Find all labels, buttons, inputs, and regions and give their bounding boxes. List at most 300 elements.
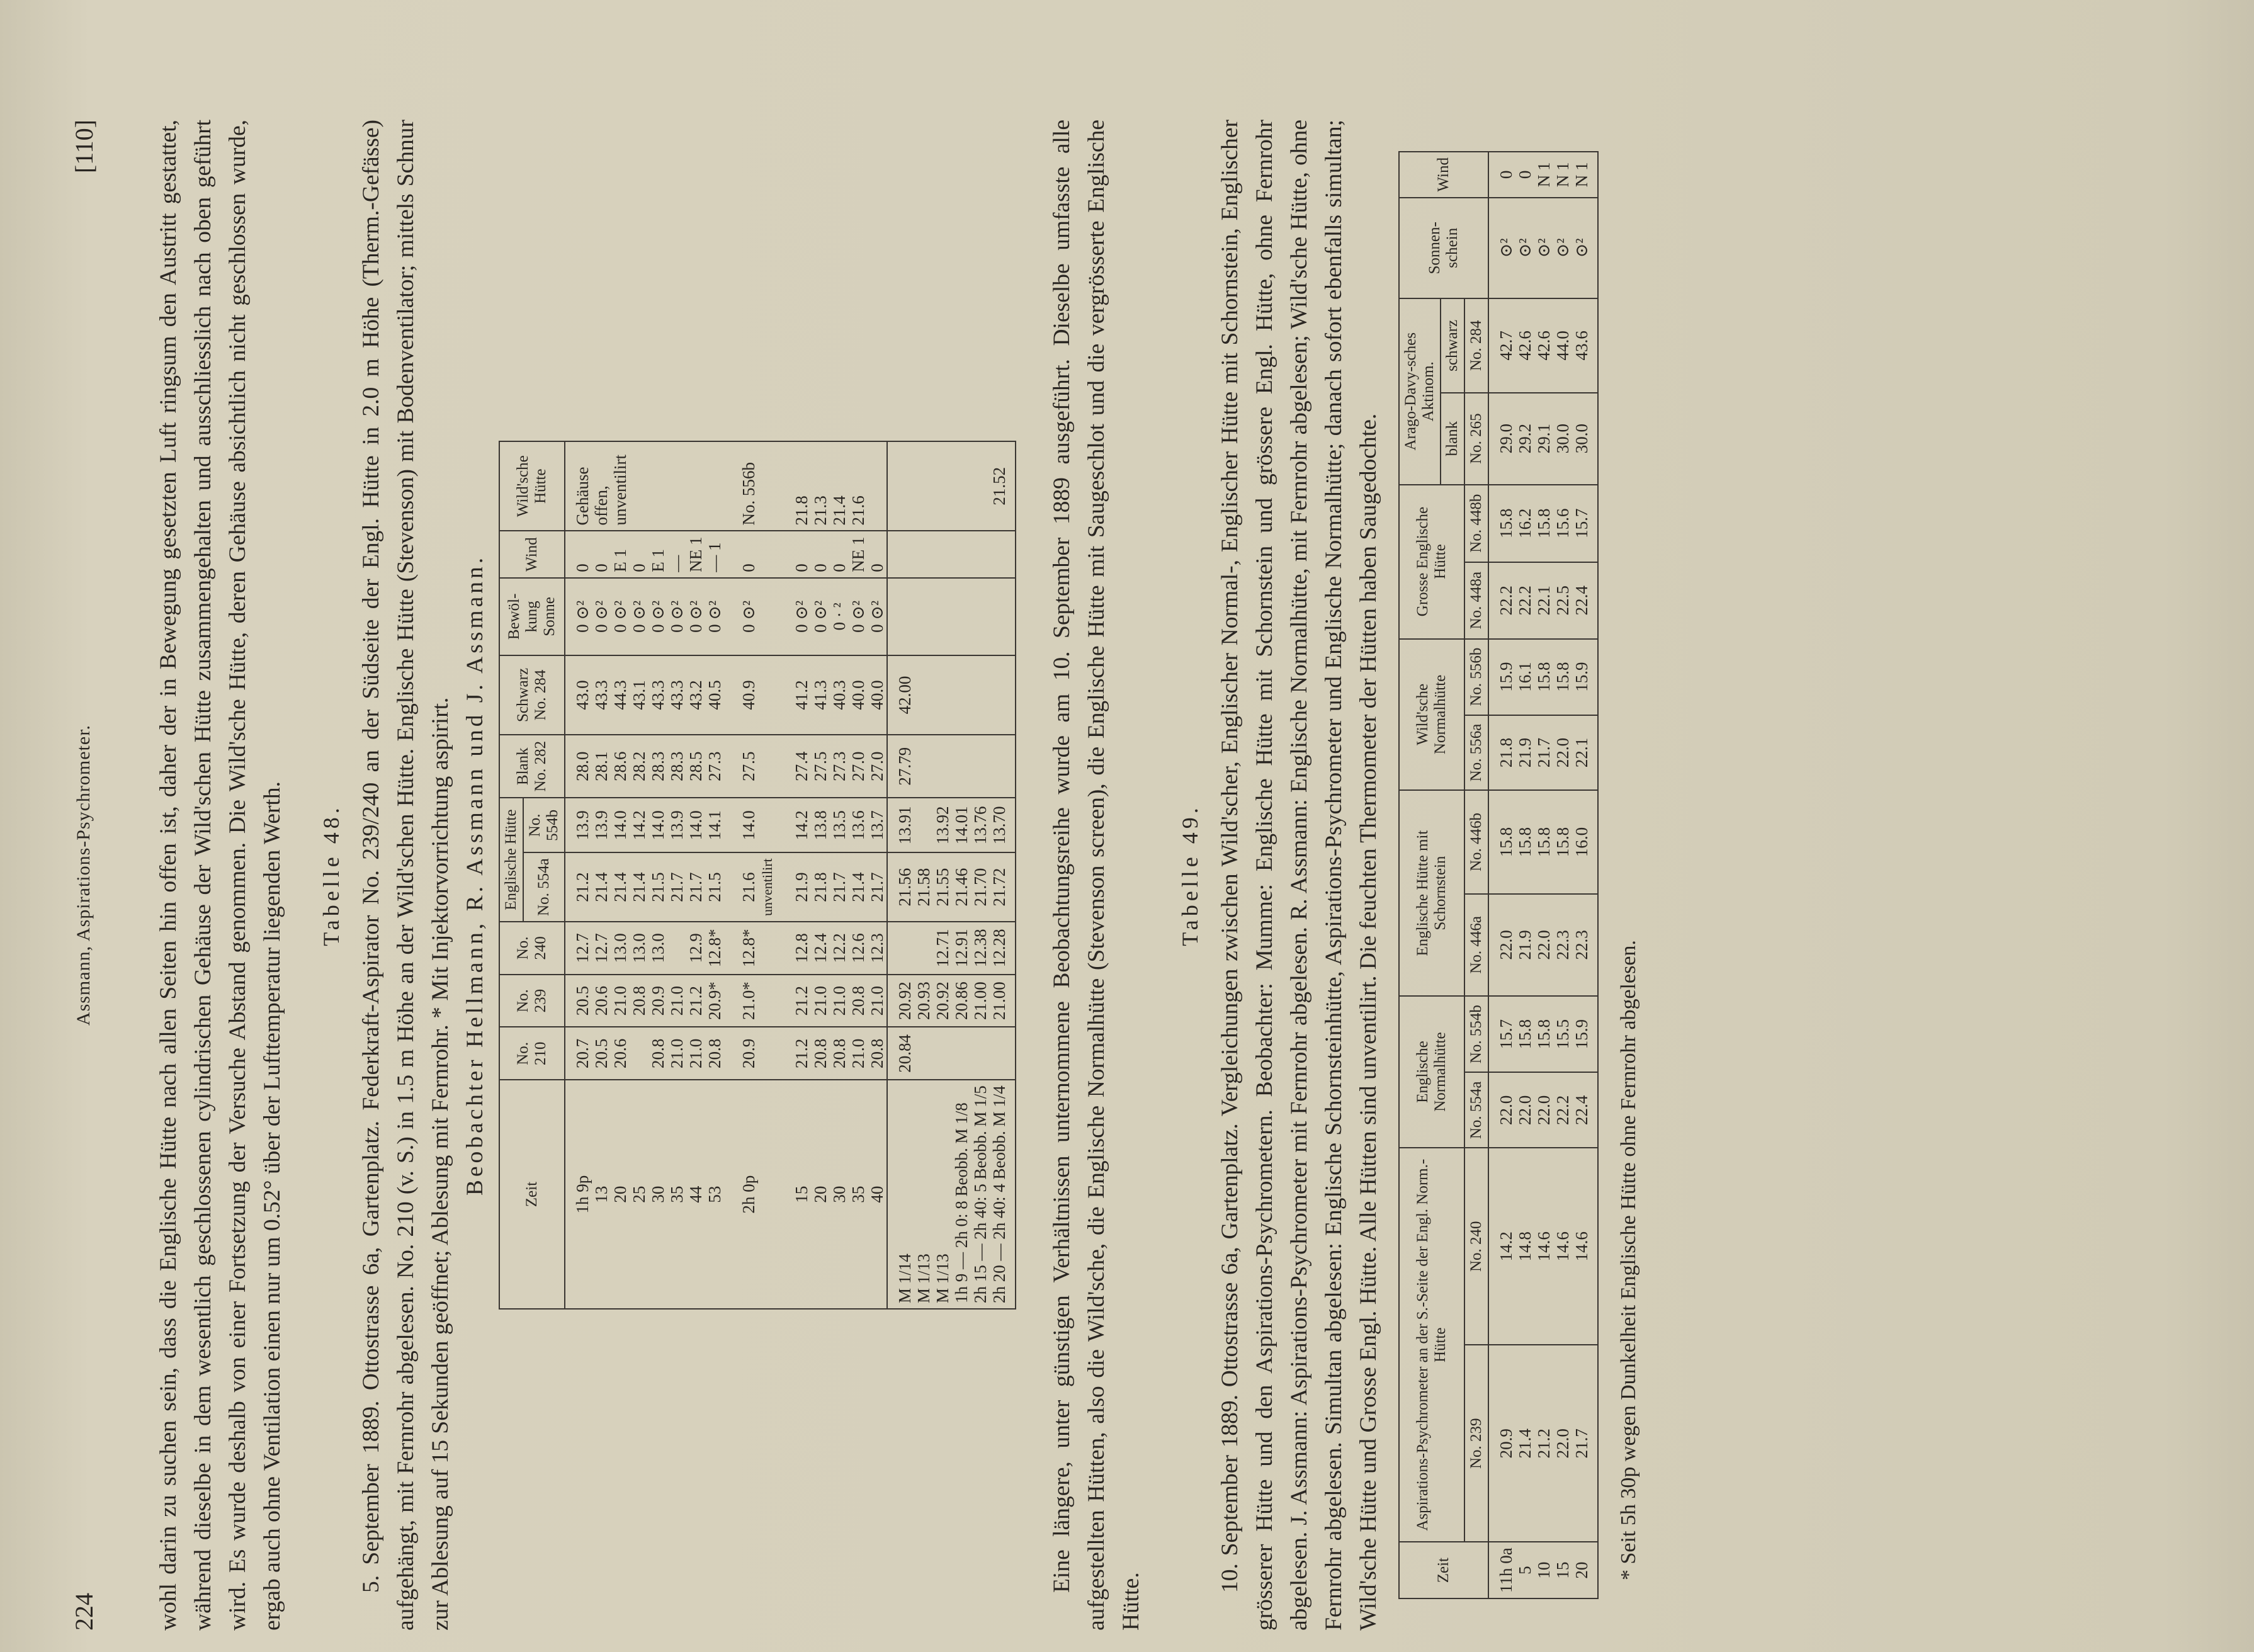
cell-zeit: 30 [648,1080,667,1309]
cell-value: 15.7 [1572,485,1598,562]
cell-value: 21.8 [1488,715,1515,791]
cell-zeit: 11h 0a [1488,1542,1515,1598]
cell-n554b: 13.9 [592,798,611,852]
cell-n554b: 14.0 [648,798,667,852]
cell-value: 15.8 [1553,790,1572,893]
cell-n554a: 21.58 [914,852,933,922]
instrument-number: No. 239 [1464,1345,1488,1542]
cell-n554b: 14.2 [777,798,811,852]
table-row [686,441,705,1309]
table-row [1553,152,1572,1598]
cell-empty [933,531,952,577]
table-row [1488,152,1515,1598]
cell-schwarz: 40.0 [868,655,887,735]
cell-zeit: 40 [868,1080,887,1309]
cell-n554b: 14.0 [686,798,705,852]
instrument-number: No. 265 [1464,393,1488,485]
cell-n240: 12.91 [952,922,971,975]
cell-n554a: 21.5 [705,852,724,922]
t49-col-englnorm: Englische Normalhütte [1399,996,1464,1148]
table49 [1398,151,1599,1599]
cell-n210: 20.7 [565,1027,592,1080]
cell-n554a: 21.7 [667,852,686,922]
cell-n239: 21.0* [724,975,758,1027]
cell-blank: 27.3 [830,735,849,798]
cell-bew: 0 ⊙² [811,578,830,655]
cell-blank: 28.3 [648,735,667,798]
cell-wild [971,441,990,531]
cell-n554a: 21.6 [724,852,758,922]
cell-n210: 20.84 [887,1027,914,1080]
cell-n554b [758,798,777,852]
cell-wild [887,441,914,531]
table-row [705,441,724,1309]
cell-n210 [971,1027,990,1080]
cell-n210 [933,1027,952,1080]
cell-wind: E 1 [648,531,667,577]
cell-n554a: 21.72 [990,852,1016,922]
cell-n554a: 21.9 [777,852,811,922]
cell-schwarz: 40.3 [830,655,849,735]
running-title: Assmann, Aspirations-Psychrometer. [73,724,94,1026]
cell-label: 2h 20 — 2h 40: 4 Beobb. M 1/4 [990,1080,1016,1309]
cell-empty [887,578,914,655]
table-row [630,441,648,1309]
cell-wild [952,441,971,531]
cell-value: 20.9 [1488,1345,1515,1542]
instrument-number: No. 448a [1464,562,1488,639]
cell-n554b: 14.0 [611,798,630,852]
cell-value: 22.2 [1553,1072,1572,1148]
cell-n239: 21.0 [830,975,849,1027]
cell-schwarz: 41.3 [811,655,830,735]
cell-n240 [758,922,777,975]
t48-col-engl: Englische Hütte [499,798,523,922]
table-row [1515,152,1534,1598]
cell-zeit: 15 [777,1080,811,1309]
cell-blank: 27.5 [724,735,758,798]
instrument-number: No. 554b [1464,996,1488,1072]
cell-n554a: 21.4 [849,852,868,922]
cell-empty [971,531,990,577]
table49-caption: Tabelle 49. [1177,804,1203,946]
cell-schwarz: 40.0 [849,655,868,735]
cell-n239: 21.00 [990,975,1016,1027]
cell-value: 15.8 [1534,996,1553,1072]
cell-bew: 0 ⊙² [667,578,686,655]
cell-zeit: 35 [849,1080,868,1309]
cell-n240: 12.9 [686,922,705,975]
cell-bew: 0 ⊙² [849,578,868,655]
cell-n554a: 21.8 [811,852,830,922]
cell-bew: 0 ⊙² [592,578,611,655]
cell-n554a: 21.2 [565,852,592,922]
cell-schwarz [933,655,952,735]
cell-wild [630,441,648,531]
cell-empty [887,531,914,577]
cell-n554b: 13.7 [868,798,887,852]
table-row [724,441,758,1309]
cell-wind: 0 [592,531,611,577]
cell-zeit: 25 [630,1080,648,1309]
cell-blank: 27.79 [887,735,914,798]
cell-wild [933,441,952,531]
cell-blank [933,735,952,798]
cell-n554b: 13.91 [887,798,914,852]
cell-value: 22.2 [1488,562,1515,639]
cell-value: 42.6 [1534,298,1553,393]
cell-value: 29.0 [1488,393,1515,485]
cell-n239: 21.0 [611,975,630,1027]
cell-schwarz: 43.3 [667,655,686,735]
page-number: 224 [70,1593,98,1631]
cell-value: 22.3 [1553,894,1572,996]
cell-n239: 20.93 [914,975,933,1027]
cell-wild [667,441,686,531]
cell-blank: 28.3 [667,735,686,798]
cell-schwarz [971,655,990,735]
instrument-number: No. 446a [1464,894,1488,996]
cell-value: 22.0 [1488,894,1515,996]
cell-value: 14.6 [1534,1148,1553,1345]
cell-zeit: 20 [811,1080,830,1309]
cell-n554b: 13.8 [811,798,830,852]
cell-n554a: 21.4 [592,852,611,922]
cell-wind [758,531,777,577]
cell-zeit: 2h 0p [724,1080,758,1309]
t48-col-239: No. 239 [499,975,565,1027]
cell-value: 22.3 [1572,894,1598,996]
cell-wind: N 1 [1534,152,1553,198]
cell-wild: No. 556b [724,441,758,531]
cell-value: 15.9 [1488,639,1515,715]
cell-n210: 20.8 [811,1027,830,1080]
rotated-book-page [69,120,2197,1631]
cell-value: 29.2 [1515,393,1534,485]
cell-blank: 28.0 [565,735,592,798]
cell-n554a: 21.46 [952,852,971,922]
cell-bew: 0 ⊙² [630,578,648,655]
middle-paragraph: Eine längere, unter günstigen Verhältnissen unternommene Beobachtungsreihe wurde am 10. September 1889 ausgeführt. Dieselbe umfasste alle aufgestellten Hütten, also die Wild'sche, die Englische Normalhütte (Stevenson screen), die Englische Hütte mit Saugeschlot und die vergrösserte Englische Hütte. [1049,120,1144,1631]
cell-value: 15.8 [1488,790,1515,893]
cell-wind: 0 [724,531,758,577]
cell-sonne: ⊙² [1488,198,1515,298]
instrument-number: No. 448b [1464,485,1488,562]
cell-zeit: 10 [1534,1542,1553,1598]
cell-n554b [914,798,933,852]
t49-col-sonne: Sonnen-schein [1399,198,1488,298]
cell-bew [758,578,777,655]
cell-bew: 0 ⊙² [648,578,667,655]
cell-value: 22.5 [1553,562,1572,639]
table48-description: 5. September 1889. Ottostrasse 6a, Gartenplatz. Federkraft-Aspirator No. 239/240 an der Südseite der Engl. Hütte in 2.0 m Höhe (Therm.-Gefässe) aufgehängt, mit Fernrohr abgelesen. No. 210 (v. S.) in 1.5 m Höhe an der Wild'schen Hütte. Englische Hütte (Stevenson) mit Bodenventilator; mittels Schnur zur Ablesung auf 15 Sekunden geöffnet; Ablesung mit Fernrohr. * Mit Injektorvorrichtung aspirirt. [358,120,453,1631]
cell-zeit: 1h 9p [565,1080,592,1309]
cell-n240: 12.7 [592,922,611,975]
cell-blank: 28.5 [686,735,705,798]
cell-value: 22.1 [1572,715,1598,791]
cell-value: 22.4 [1572,562,1598,639]
t48-col-wild: Wild'sche Hütte [499,441,565,531]
cell-zeit: 35 [667,1080,686,1309]
cell-n240: 12.2 [830,922,849,975]
cell-schwarz: 42.00 [887,655,914,735]
cell-value: 15.8 [1515,790,1534,893]
t48-col-bewoelk: Bewöl- kung Sonne [499,578,565,655]
cell-empty [952,531,971,577]
cell-n210 [952,1027,971,1080]
mean-row [971,441,990,1309]
t48-col-blank: Blank No. 282 [499,735,565,798]
intro-paragraph: wohl darin zu suchen sein, dass die Englische Hütte nach allen Seiten hin offen ist, daher der in Bewegung gesetzten Luft ringsum den Austritt gestattet, während dieselbe in dem wesentlich geschlossenen cylindrischen Gehäuse der Wild'schen Hütte zusammengehalten und ausschliesslich nach oben geführt wird. Es wurde deshalb von einer Fortsetzung der Versuche Abstand genommen. Die Wild'sche Hütte, deren Gehäuse absichtlich nicht geschlossen wurde, ergab auch ohne Ventilation einen nur um 0.52° über der Lufttemperatur liegenden Werth. [156,120,285,1631]
cell-wind: 0 [830,531,849,577]
cell-wind: E 1 [611,531,630,577]
cell-value: 43.6 [1572,298,1598,393]
cell-value: 29.1 [1534,393,1553,485]
cell-n210: 21.0 [667,1027,686,1080]
cell-empty [933,578,952,655]
cell-value: 22.0 [1515,1072,1534,1148]
cell-n554a: 21.4 [630,852,648,922]
cell-schwarz: 43.2 [686,655,705,735]
cell-n554b: 14.1 [705,798,724,852]
cell-n240: 13.0 [648,922,667,975]
cell-wind: 0 [630,531,648,577]
cell-value: 15.8 [1553,639,1572,715]
cell-zeit: 5 [1515,1542,1534,1598]
cell-zeit [758,1080,777,1309]
cell-zeit: 53 [705,1080,724,1309]
cell-blank: 27.5 [811,735,830,798]
cell-n240: 12.28 [990,922,1016,975]
cell-wild [758,441,777,531]
cell-value: 15.6 [1553,485,1572,562]
cell-wild: 21.4 [830,441,849,531]
cell-n240: 12.3 [868,922,887,975]
cell-n210: 20.8 [868,1027,887,1080]
cell-value: 21.2 [1534,1345,1553,1542]
cell-wind: 0 [1488,152,1515,198]
table-row [611,441,630,1309]
cell-value: 14.6 [1572,1148,1598,1345]
cell-n239: 20.86 [952,975,971,1027]
cell-n554a: 21.5 [648,852,667,922]
cell-wind: — [667,531,686,577]
cell-bew: 0 ⊙² [868,578,887,655]
cell-blank [990,735,1016,798]
cell-value: 15.9 [1572,639,1598,715]
plate-number: [110] [70,120,98,174]
table49-body [1488,152,1598,1598]
cell-n210 [758,1027,777,1080]
t48-col-wind: Wind [499,531,565,577]
cell-zeit: 44 [686,1080,705,1309]
cell-n554b: 13.92 [933,798,952,852]
cell-wild: Gehäuse [565,441,592,531]
cell-value: 22.0 [1553,715,1572,791]
cell-schwarz [952,655,971,735]
cell-wind: N 1 [1572,152,1598,198]
table48-body [565,441,1016,1309]
cell-blank: 28.1 [592,735,611,798]
cell-bew: 0 ⊙² [777,578,811,655]
cell-n240: 12.7 [565,922,592,975]
t49-col-aspir: Aspirations-Psychrometer an der S.-Seite der Engl. Norm.-Hütte [1399,1148,1464,1542]
cell-value: 14.8 [1515,1148,1534,1345]
cell-schwarz [914,655,933,735]
cell-n240: 12.8 [777,922,811,975]
t49-col-gross: Grosse Englische Hütte [1399,485,1464,639]
cell-n554b: 14.2 [630,798,648,852]
cell-schwarz: 44.3 [611,655,630,735]
cell-value: 22.0 [1488,1072,1515,1148]
cell-n554a: 21.70 [971,852,990,922]
cell-blank: 27.3 [705,735,724,798]
cell-wind: 0 [565,531,592,577]
cell-n210: 21.0 [686,1027,705,1080]
instrument-number: No. 556a [1464,715,1488,791]
cell-label: M 1/13 [914,1080,933,1309]
mean-row [952,441,971,1309]
cell-n554a: 21.55 [933,852,952,922]
t48-col-schwarz: Schwarz No. 284 [499,655,565,735]
cell-value: 15.8 [1534,790,1553,893]
table-row [648,441,667,1309]
cell-n240: 12.8* [724,922,758,975]
cell-value: 15.8 [1515,996,1534,1072]
cell-value: 44.0 [1553,298,1572,393]
cell-empty [914,531,933,577]
t48-col-zeit: Zeit [499,1080,565,1309]
cell-label: M 1/14 [887,1080,914,1309]
cell-wind: NE 1 [686,531,705,577]
cell-n554b: 13.9 [565,798,592,852]
cell-n239 [758,975,777,1027]
cell-value: 15.8 [1534,485,1553,562]
cell-wild [648,441,667,531]
t49-col-wind: Wind [1399,152,1488,198]
cell-value: 15.5 [1553,996,1572,1072]
cell-n554a: 21.4 [611,852,630,922]
cell-value: 16.2 [1515,485,1534,562]
cell-n239: 21.00 [971,975,990,1027]
cell-blank: 27.0 [868,735,887,798]
cell-n239: 21.0 [868,975,887,1027]
cell-n239: 20.8 [630,975,648,1027]
cell-value: 30.0 [1572,393,1598,485]
cell-n210: 20.6 [611,1027,630,1080]
cell-n239: 21.0 [811,975,830,1027]
cell-schwarz: 43.0 [565,655,592,735]
cell-schwarz: 43.1 [630,655,648,735]
cell-value: 16.0 [1572,790,1598,893]
cell-n239: 21.2 [777,975,811,1027]
instrument-number: No. 446b [1464,790,1488,893]
cell-n554b: 13.9 [667,798,686,852]
table-row [1534,152,1553,1598]
cell-value: 30.0 [1553,393,1572,485]
cell-n554a: 21.7 [868,852,887,922]
cell-value: 22.2 [1515,562,1534,639]
cell-wind: 0 [811,531,830,577]
cell-n554b: 14.0 [724,798,758,852]
t49-col-zeit: Zeit [1399,1542,1488,1598]
cell-value: 21.9 [1515,894,1534,996]
mean-row [990,441,1016,1309]
cell-n210: 21.2 [777,1027,811,1080]
cell-n554a: 21.56 [887,852,914,922]
cell-schwarz: 40.9 [724,655,758,735]
cell-wild [914,441,933,531]
table-row [592,441,611,1309]
cell-value: 21.9 [1515,715,1534,791]
cell-n210: 20.8 [648,1027,667,1080]
cell-n239: 20.9 [648,975,667,1027]
cell-n554b: 13.76 [971,798,990,852]
cell-n210: 20.9 [724,1027,758,1080]
cell-n240: 12.6 [849,922,868,975]
table49-footnote: * Seit 5h 30p wegen Dunkelheit Englische Hütte ohne Fernrohr abgelesen. [1617,940,1640,1580]
table48-observers: Beobachter Hellmann, R. Assmann und J. Assmann. [462,554,488,1196]
cell-blank: 28.6 [611,735,630,798]
t49-col-schorn: Englische Hütte mit Schornstein [1399,790,1464,996]
cell-n210: 20.5 [592,1027,611,1080]
table-row [811,441,830,1309]
cell-value: 42.7 [1488,298,1515,393]
cell-wild: offen, [592,441,611,531]
cell-wind: 0 [868,531,887,577]
cell-empty [971,578,990,655]
cell-bew: 0 ⊙² [565,578,592,655]
table-row [758,441,777,1309]
cell-n554b: 13.6 [849,798,868,852]
cell-blank: 28.2 [630,735,648,798]
cell-n554b: 13.5 [830,798,849,852]
cell-wind: — 1 [705,531,724,577]
cell-n210: 20.8 [705,1027,724,1080]
cell-schwarz [758,655,777,735]
cell-zeit: 13 [592,1080,611,1309]
cell-wild: unventilirt [611,441,630,531]
table48-caption: Tabelle 48. [319,804,344,946]
cell-n240: 13.0 [611,922,630,975]
cell-n239: 21.0 [667,975,686,1027]
cell-n554b: 14.01 [952,798,971,852]
cell-n240: 12.8* [705,922,724,975]
cell-schwarz: 40.5 [705,655,724,735]
cell-n554b: 13.70 [990,798,1016,852]
t49-col-blank: blank [1441,393,1464,485]
cell-n240: 13.0 [630,922,648,975]
cell-value: 22.4 [1572,1072,1598,1148]
cell-label: M 1/13 [933,1080,952,1309]
cell-n239: 21.2 [686,975,705,1027]
cell-blank [952,735,971,798]
t48-col-210: No. 210 [499,1027,565,1080]
cell-n240: 12.4 [811,922,830,975]
cell-n239: 20.92 [887,975,914,1027]
cell-n240 [887,922,914,975]
cell-blank [914,735,933,798]
cell-value: 21.4 [1515,1345,1534,1542]
mean-row [933,441,952,1309]
cell-n240 [667,922,686,975]
table-row [777,441,811,1309]
table48 [499,441,1016,1310]
cell-wild [705,441,724,531]
cell-value: 42.6 [1515,298,1534,393]
table-row [1572,152,1598,1598]
cell-wild: 21.52 [990,441,1016,531]
